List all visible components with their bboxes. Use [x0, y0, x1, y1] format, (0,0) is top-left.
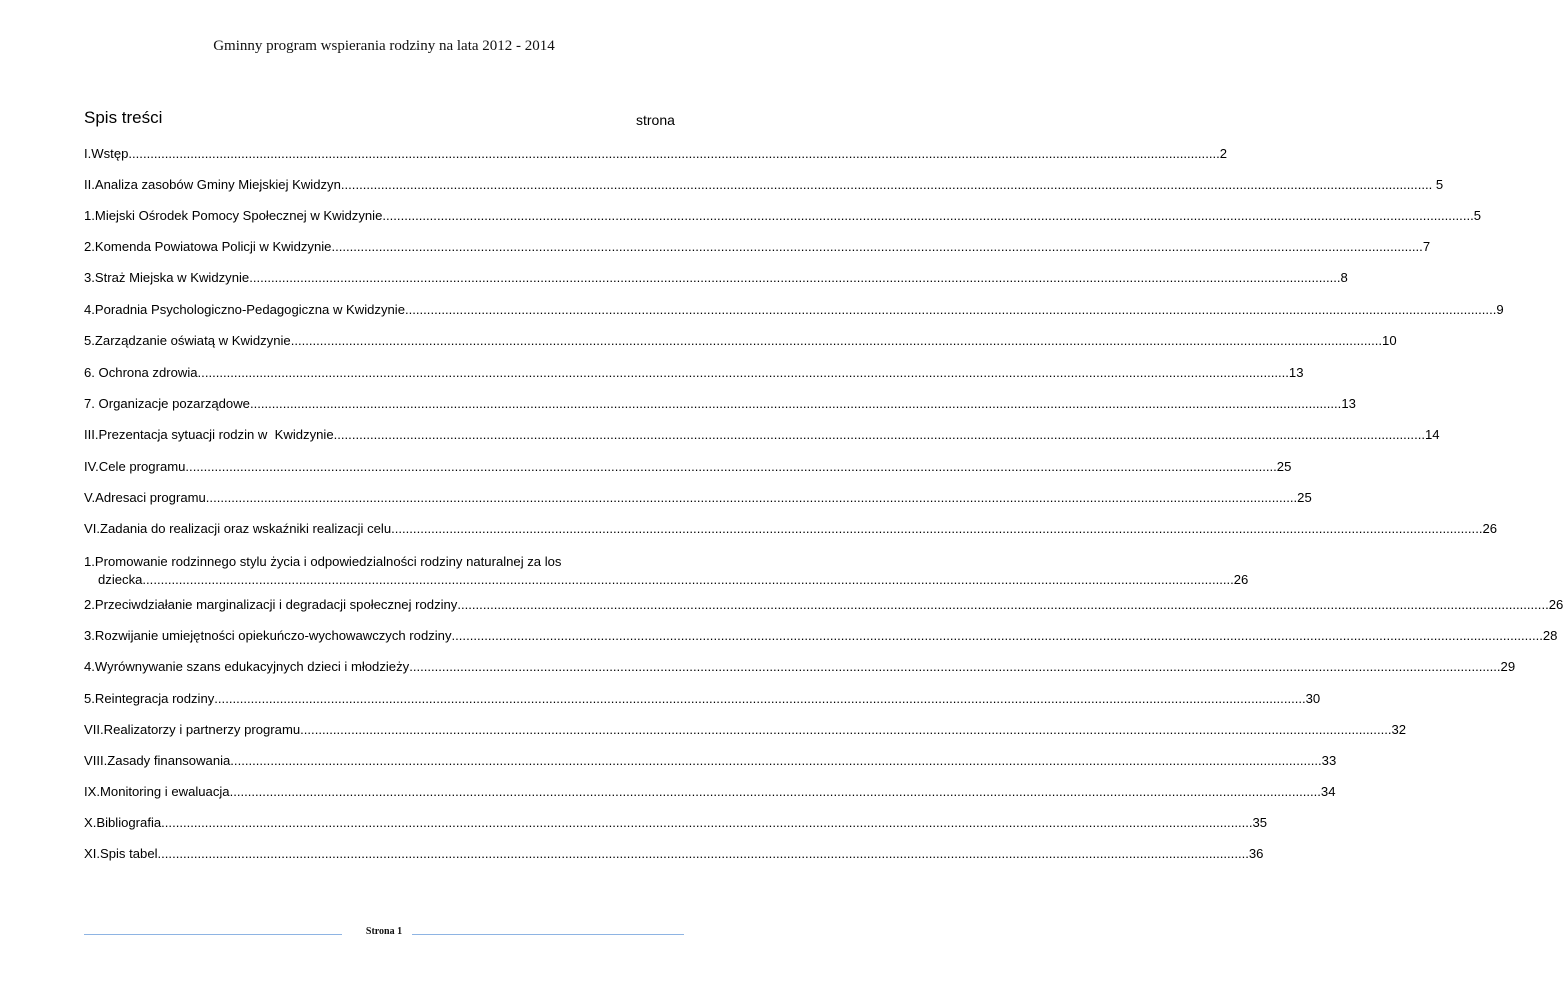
toc-entry-page: 30	[1305, 691, 1321, 706]
toc-entry[interactable]	[84, 659, 1516, 675]
toc-entry-page: 26	[1548, 597, 1563, 612]
toc-entry-label: 2.Komenda Powiatowa Policji w Kwidzynie	[84, 239, 332, 254]
toc-leader-dots: ............................................................................................................................................................................................................................................................................................................	[451, 628, 1543, 643]
toc-entry-label: 5.Zarządzanie oświatą w Kwidzynie	[84, 333, 291, 348]
toc-entry-page: 7	[1422, 239, 1431, 254]
toc-entry-page: 28	[1542, 628, 1558, 643]
toc-entry[interactable]	[84, 753, 1337, 769]
toc-entry[interactable]	[84, 691, 1321, 707]
toc-entry-label: 1.Promowanie rodzinnego stylu życia i odpowiedzialności rodziny naturalnej za los	[84, 554, 562, 569]
toc-title: Spis treści	[84, 108, 163, 127]
toc-leader-dots: ............................................................................................................................................................................................................................................................................................................	[161, 815, 1253, 830]
toc-entry-label: I.Wstęp	[84, 146, 129, 161]
toc-entry[interactable]	[84, 815, 1268, 831]
toc-entry[interactable]	[84, 302, 1504, 318]
toc-entry-label: 4.Wyrównywanie szans edukacyjnych dzieci i młodzieży	[84, 659, 410, 674]
toc-page-column-label: strona	[636, 112, 675, 128]
toc-leader-dots: ............................................................................................................................................................................................................................................................................................................	[300, 722, 1392, 737]
toc-entry-page: 33	[1321, 753, 1337, 768]
toc-entry-label: 3.Rozwijanie umiejętności opiekuńczo-wychowawczych rodziny	[84, 628, 452, 643]
toc-entry-page: 8	[1340, 270, 1348, 285]
toc-entry[interactable]	[84, 597, 1563, 613]
toc-entry-label: V.Adresaci programu	[84, 490, 206, 505]
toc-entry-label: 7. Organizacje pozarządowe	[84, 396, 250, 411]
toc-leader-dots: ............................................................................................................................................................................................................................................................................................................	[230, 753, 1322, 768]
toc-entry[interactable]	[84, 396, 1356, 412]
toc-entry[interactable]	[84, 177, 1444, 193]
toc-entry-page: 9	[1496, 302, 1504, 317]
toc-leader-dots: ............................................................................................................................................................................................................................................................................................................	[249, 396, 1342, 411]
toc-entry-label: 2.Przeciwdziałanie marginalizacji i degradacji społecznej rodziny	[84, 597, 458, 612]
toc-leader-dots: ............................................................................................................................................................................................................................................................................................................	[229, 784, 1321, 799]
page-header: Gminny program wspierania rodziny na lata 2012 - 2014	[213, 38, 555, 54]
toc-entry[interactable]	[84, 459, 1292, 475]
toc-entry[interactable]	[84, 490, 1312, 506]
toc-entry-label: X.Bibliografia	[84, 815, 162, 830]
toc-entry-page: 14	[1424, 427, 1440, 442]
toc-entry-page: 25	[1276, 459, 1292, 474]
toc-leader-dots: ............................................................................................................................................................................................................................................................................................................	[331, 239, 1423, 254]
toc-entry[interactable]	[84, 333, 1397, 349]
toc-entry-page: 13	[1288, 365, 1304, 380]
footer-page-number: Strona 1	[365, 926, 403, 937]
toc-entry-page: 34	[1320, 784, 1336, 799]
toc-entry-page: 10	[1382, 333, 1397, 348]
toc-entry-label-continued: dziecka	[98, 572, 143, 587]
toc-entry[interactable]	[84, 554, 1249, 588]
toc-entry-label: VIII.Zasady finansowania	[84, 753, 231, 768]
toc-entry-label: 3.Straż Miejska w Kwidzynie	[84, 270, 250, 285]
toc-leader-dots: ............................................................................................................................................................................................................................................................................................................	[205, 490, 1298, 505]
toc-entry-label: 6. Ochrona zdrowia	[84, 365, 198, 380]
toc-entry-label: 5.Reintegracja rodziny	[84, 691, 215, 706]
toc-leader-dots: ............................................................................................................................................................................................................................................................................................................	[404, 302, 1497, 317]
toc-entry[interactable]	[84, 239, 1431, 255]
toc-leader-dots: ............................................................................................................................................................................................................................................................................................................	[249, 270, 1341, 285]
toc-entry-page: 5	[1432, 177, 1444, 192]
toc-entry-page: 32	[1391, 722, 1407, 737]
toc-entry[interactable]	[84, 722, 1407, 738]
toc-entry-label: VII.Realizatorzy i partnerzy programu	[84, 722, 301, 737]
toc-entry-label: II.Analiza zasobów Gminy Miejskiej Kwidzyn	[84, 177, 341, 192]
toc-leader-dots: ............................................................................................................................................................................................................................................................................................................	[391, 521, 1483, 536]
toc-entry-page: 36	[1248, 846, 1264, 861]
toc-entry-page: 25	[1297, 490, 1312, 505]
toc-leader-dots: ............................................................................................................................................................................................................................................................................................................	[290, 333, 1383, 348]
toc-leader-dots: ............................................................................................................................................................................................................................................................................................................	[409, 659, 1501, 674]
toc-entry-page: 5	[1473, 208, 1482, 223]
toc-leader-dots: ............................................................................................................................................................................................................................................................................................................	[214, 691, 1306, 706]
toc-entry-label: VI.Zadania do realizacji oraz wskaźniki realizacji celu	[84, 521, 392, 536]
toc-entry-page: 2	[1219, 146, 1228, 161]
toc-entry[interactable]	[84, 846, 1264, 862]
toc-entry-label: IV.Cele programu	[84, 459, 186, 474]
toc-leader-dots: ............................................................................................................................................................................................................................................................................................................	[340, 177, 1433, 192]
toc-entry-page: 26	[1482, 521, 1498, 536]
toc-entry[interactable]	[84, 521, 1498, 537]
toc-entry[interactable]	[84, 628, 1558, 644]
toc-entry-label: XI.Spis tabel	[84, 846, 158, 861]
toc-entry-page: 35	[1252, 815, 1268, 830]
toc-entry-label: 4.Poradnia Psychologiczno-Pedagogiczna w Kwidzynie	[84, 302, 405, 317]
toc-entry-page: 13	[1341, 396, 1356, 411]
toc-leader-dots: ............................................................................................................................................................................................................................................................................................................	[382, 208, 1474, 223]
toc-entry[interactable]	[84, 784, 1336, 800]
toc-leader-dots: ............................................................................................................................................................................................................................................................................................................	[457, 597, 1549, 612]
toc-entry-label: 1.Miejski Ośrodek Pomocy Społecznej w Kwidzynie	[84, 208, 383, 223]
toc-entry[interactable]	[84, 427, 1440, 443]
toc-leader-dots: ............................................................................................................................................................................................................................................................................................................	[142, 572, 1234, 587]
toc-entry-label: IX.Monitoring i ewaluacja	[84, 784, 230, 799]
toc-entry-page: 29	[1500, 659, 1516, 674]
toc-entry-page: 26	[1233, 572, 1249, 587]
toc-leader-dots: ............................................................................................................................................................................................................................................................................................................	[333, 427, 1425, 442]
toc-leader-dots: ............................................................................................................................................................................................................................................................................................................	[157, 846, 1249, 861]
toc-leader-dots: ............................................................................................................................................................................................................................................................................................................	[197, 365, 1289, 380]
toc-entry[interactable]	[84, 208, 1482, 224]
toc-leader-dots: ............................................................................................................................................................................................................................................................................................................	[128, 146, 1220, 161]
toc-entry[interactable]	[84, 270, 1348, 286]
toc-entry[interactable]	[84, 146, 1228, 162]
toc-entry-label: III.Prezentacja sytuacji rodzin w Kwidzynie	[84, 427, 334, 442]
toc-leader-dots: ............................................................................................................................................................................................................................................................................................................	[185, 459, 1277, 474]
toc-entry[interactable]	[84, 365, 1304, 381]
